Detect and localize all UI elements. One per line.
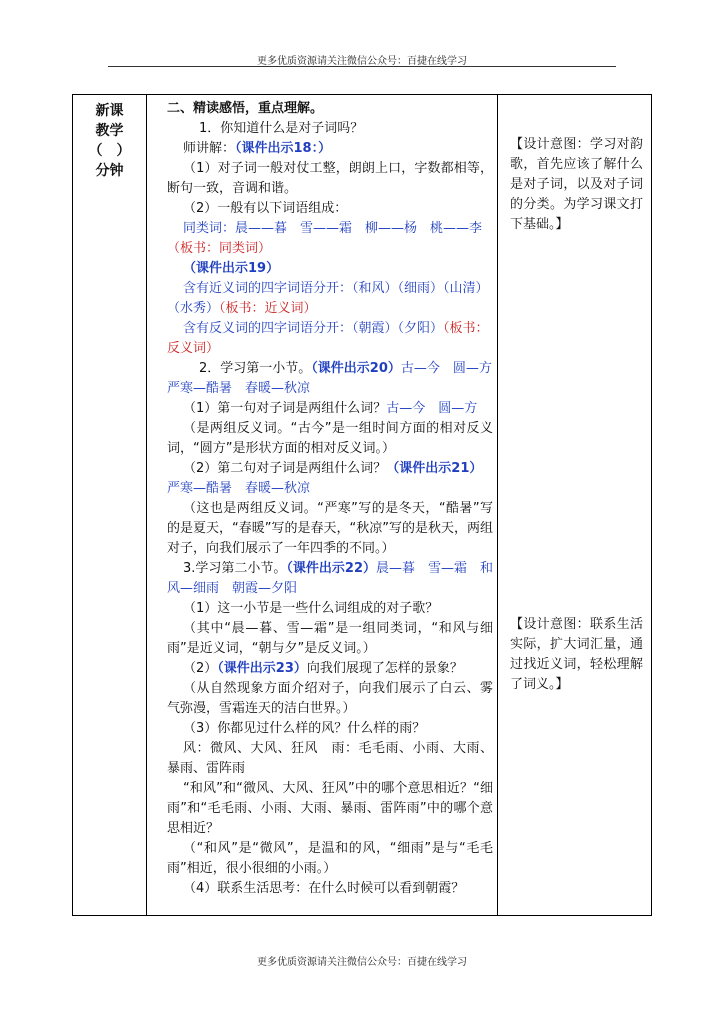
synonym-text: 含有近义词的四字词语分开：（和风）（细雨）（山清）（水秀） bbox=[167, 281, 489, 316]
question-2-1-words: 古—今 圆—方 bbox=[386, 401, 478, 416]
antonym-words bbox=[167, 319, 493, 359]
question-1: 1．你知道什么是对子词吗？ bbox=[199, 121, 364, 136]
answer-3-1: （其中“晨—暮、雪—霜”是一组同类词，“和风与细雨”是近义词，“朝与夕”是反义词。） bbox=[167, 621, 493, 656]
explain-2: （2）一般有以下词语组成： bbox=[183, 201, 348, 216]
lesson-table bbox=[72, 94, 652, 916]
teacher-label: 师讲解： bbox=[183, 141, 236, 156]
question-3-2-num: （2） bbox=[183, 661, 218, 676]
question-3-3: （3）你都见过什么样的风？什么样的雨？ bbox=[183, 721, 426, 736]
lesson-content bbox=[147, 95, 505, 899]
header-rule bbox=[108, 66, 616, 67]
question-2-1 bbox=[167, 399, 493, 419]
section-2-label: 2．学习第一小节。 bbox=[199, 361, 312, 376]
design-notes-cell bbox=[498, 95, 652, 916]
question-3-2-text: 向我们展现了怎样的景象？ bbox=[306, 661, 463, 676]
question-2-2-text: （2）第二句对子词是两组什么词？ bbox=[183, 461, 387, 476]
design-note-2: 【设计意图：联系生活实际，扩大词汇量，通过找近义词，轻松理解了词义。】 bbox=[510, 617, 643, 692]
answer-3-2: （从自然现象方面介绍对子，向我们展示了白云、雾气弥漫，雪霜连天的洁白世界。） bbox=[167, 681, 493, 716]
question-3-3b: “和风”和“微风、大风、狂风”中的哪个意思相近？“细雨”和“毛毛雨、小雨、大雨、暴雨、雷阵雨”中的哪个意思相近？ bbox=[167, 781, 493, 836]
section-heading: 二、精读感悟，重点理解。 bbox=[167, 101, 324, 116]
board-same-class: （板书：同类词） bbox=[167, 241, 272, 256]
teacher-line bbox=[167, 139, 493, 159]
label-line-3: （ ） bbox=[88, 143, 131, 159]
section-2-intro bbox=[167, 359, 505, 399]
section-label-cell bbox=[73, 95, 147, 916]
courseware-ref-21: （课件出示21） bbox=[386, 461, 483, 476]
question-3-1: （1）这一小节是一些什么词组成的对子歌？ bbox=[183, 601, 439, 616]
courseware-ref-19: （课件出示19） bbox=[183, 261, 280, 276]
courseware-ref-18: （课件出示18：） bbox=[235, 141, 332, 156]
board-synonym: （板书：近义词） bbox=[219, 301, 317, 316]
section-label bbox=[73, 95, 146, 181]
answer-2-1: （是两组反义词。“古今”是一组时间方面的相对反义词，“圆方”是形状方面的相对反义词。） bbox=[167, 421, 493, 456]
question-3-4: （4）联系生活思考：在什么时候可以看到朝霞？ bbox=[183, 881, 465, 896]
board-antonym: （板书：反义词） bbox=[167, 321, 489, 356]
answer-3-3b: （“和风”是“微风”，是温和的风，“细雨”是与“毛毛雨”相近，很小很细的小雨。） bbox=[167, 841, 493, 876]
courseware-ref-23: （课件出示23） bbox=[217, 661, 307, 676]
answer-2-2: （这也是两组反义词。“严寒”写的是冬天，“酷暑”写的是夏天，“春暖”写的是春天，“秋凉”写的是秋天，两组对子，向我们展示了一年四季的不同。） bbox=[167, 501, 493, 556]
question-2-1-text: （1）第一句对子词是两组什么词？ bbox=[183, 401, 387, 416]
question-2-2-words: 严寒—酷暑 春暖—秋凉 bbox=[167, 481, 311, 496]
courseware-ref-22: （课件出示22） bbox=[286, 561, 376, 576]
section-3-label: 3.学习第二小节。 bbox=[183, 561, 287, 576]
section-2-words: 古—今 圆—方 严寒—酷暑 春暖—秋凉 bbox=[167, 361, 505, 396]
same-class-words bbox=[167, 219, 493, 259]
same-class-text: 同类词：晨——暮 雪——霜 柳——杨 桃——李 bbox=[183, 221, 483, 236]
courseware-ref-20: （课件出示20） bbox=[311, 361, 401, 376]
section-3-intro bbox=[167, 559, 493, 599]
answer-3-3: 风：微风、大风、狂风 雨：毛毛雨、小雨、大雨、暴雨、雷阵雨 bbox=[167, 741, 493, 776]
label-line-4: 分钟 bbox=[95, 163, 124, 179]
section-3-words: 晨—暮 雪—霜 和风—细雨 朝霞—夕阳 bbox=[167, 561, 494, 596]
content-cell bbox=[147, 95, 505, 916]
synonym-words bbox=[167, 279, 493, 319]
explain-1: （1）对子词一般对仗工整，朗朗上口，字数都相等，断句一致，音调和谐。 bbox=[167, 161, 493, 196]
question-2-2 bbox=[167, 459, 493, 499]
question-3-2 bbox=[167, 659, 493, 679]
page-footer: 更多优质资源请关注微信公众号：百捷在线学习 bbox=[257, 957, 467, 968]
label-line-2: 教学 bbox=[95, 123, 124, 139]
page-header: 更多优质资源请关注微信公众号：百捷在线学习 bbox=[257, 56, 467, 67]
label-line-1: 新课 bbox=[95, 103, 124, 119]
design-note-1: 【设计意图：学习对韵歌，首先应该了解什么是对子词，以及对子词的分类。为学习课文打下基础。】 bbox=[510, 137, 643, 232]
antonym-text: 含有反义词的四字词语分开：（朝霞）（夕阳） bbox=[183, 321, 444, 336]
